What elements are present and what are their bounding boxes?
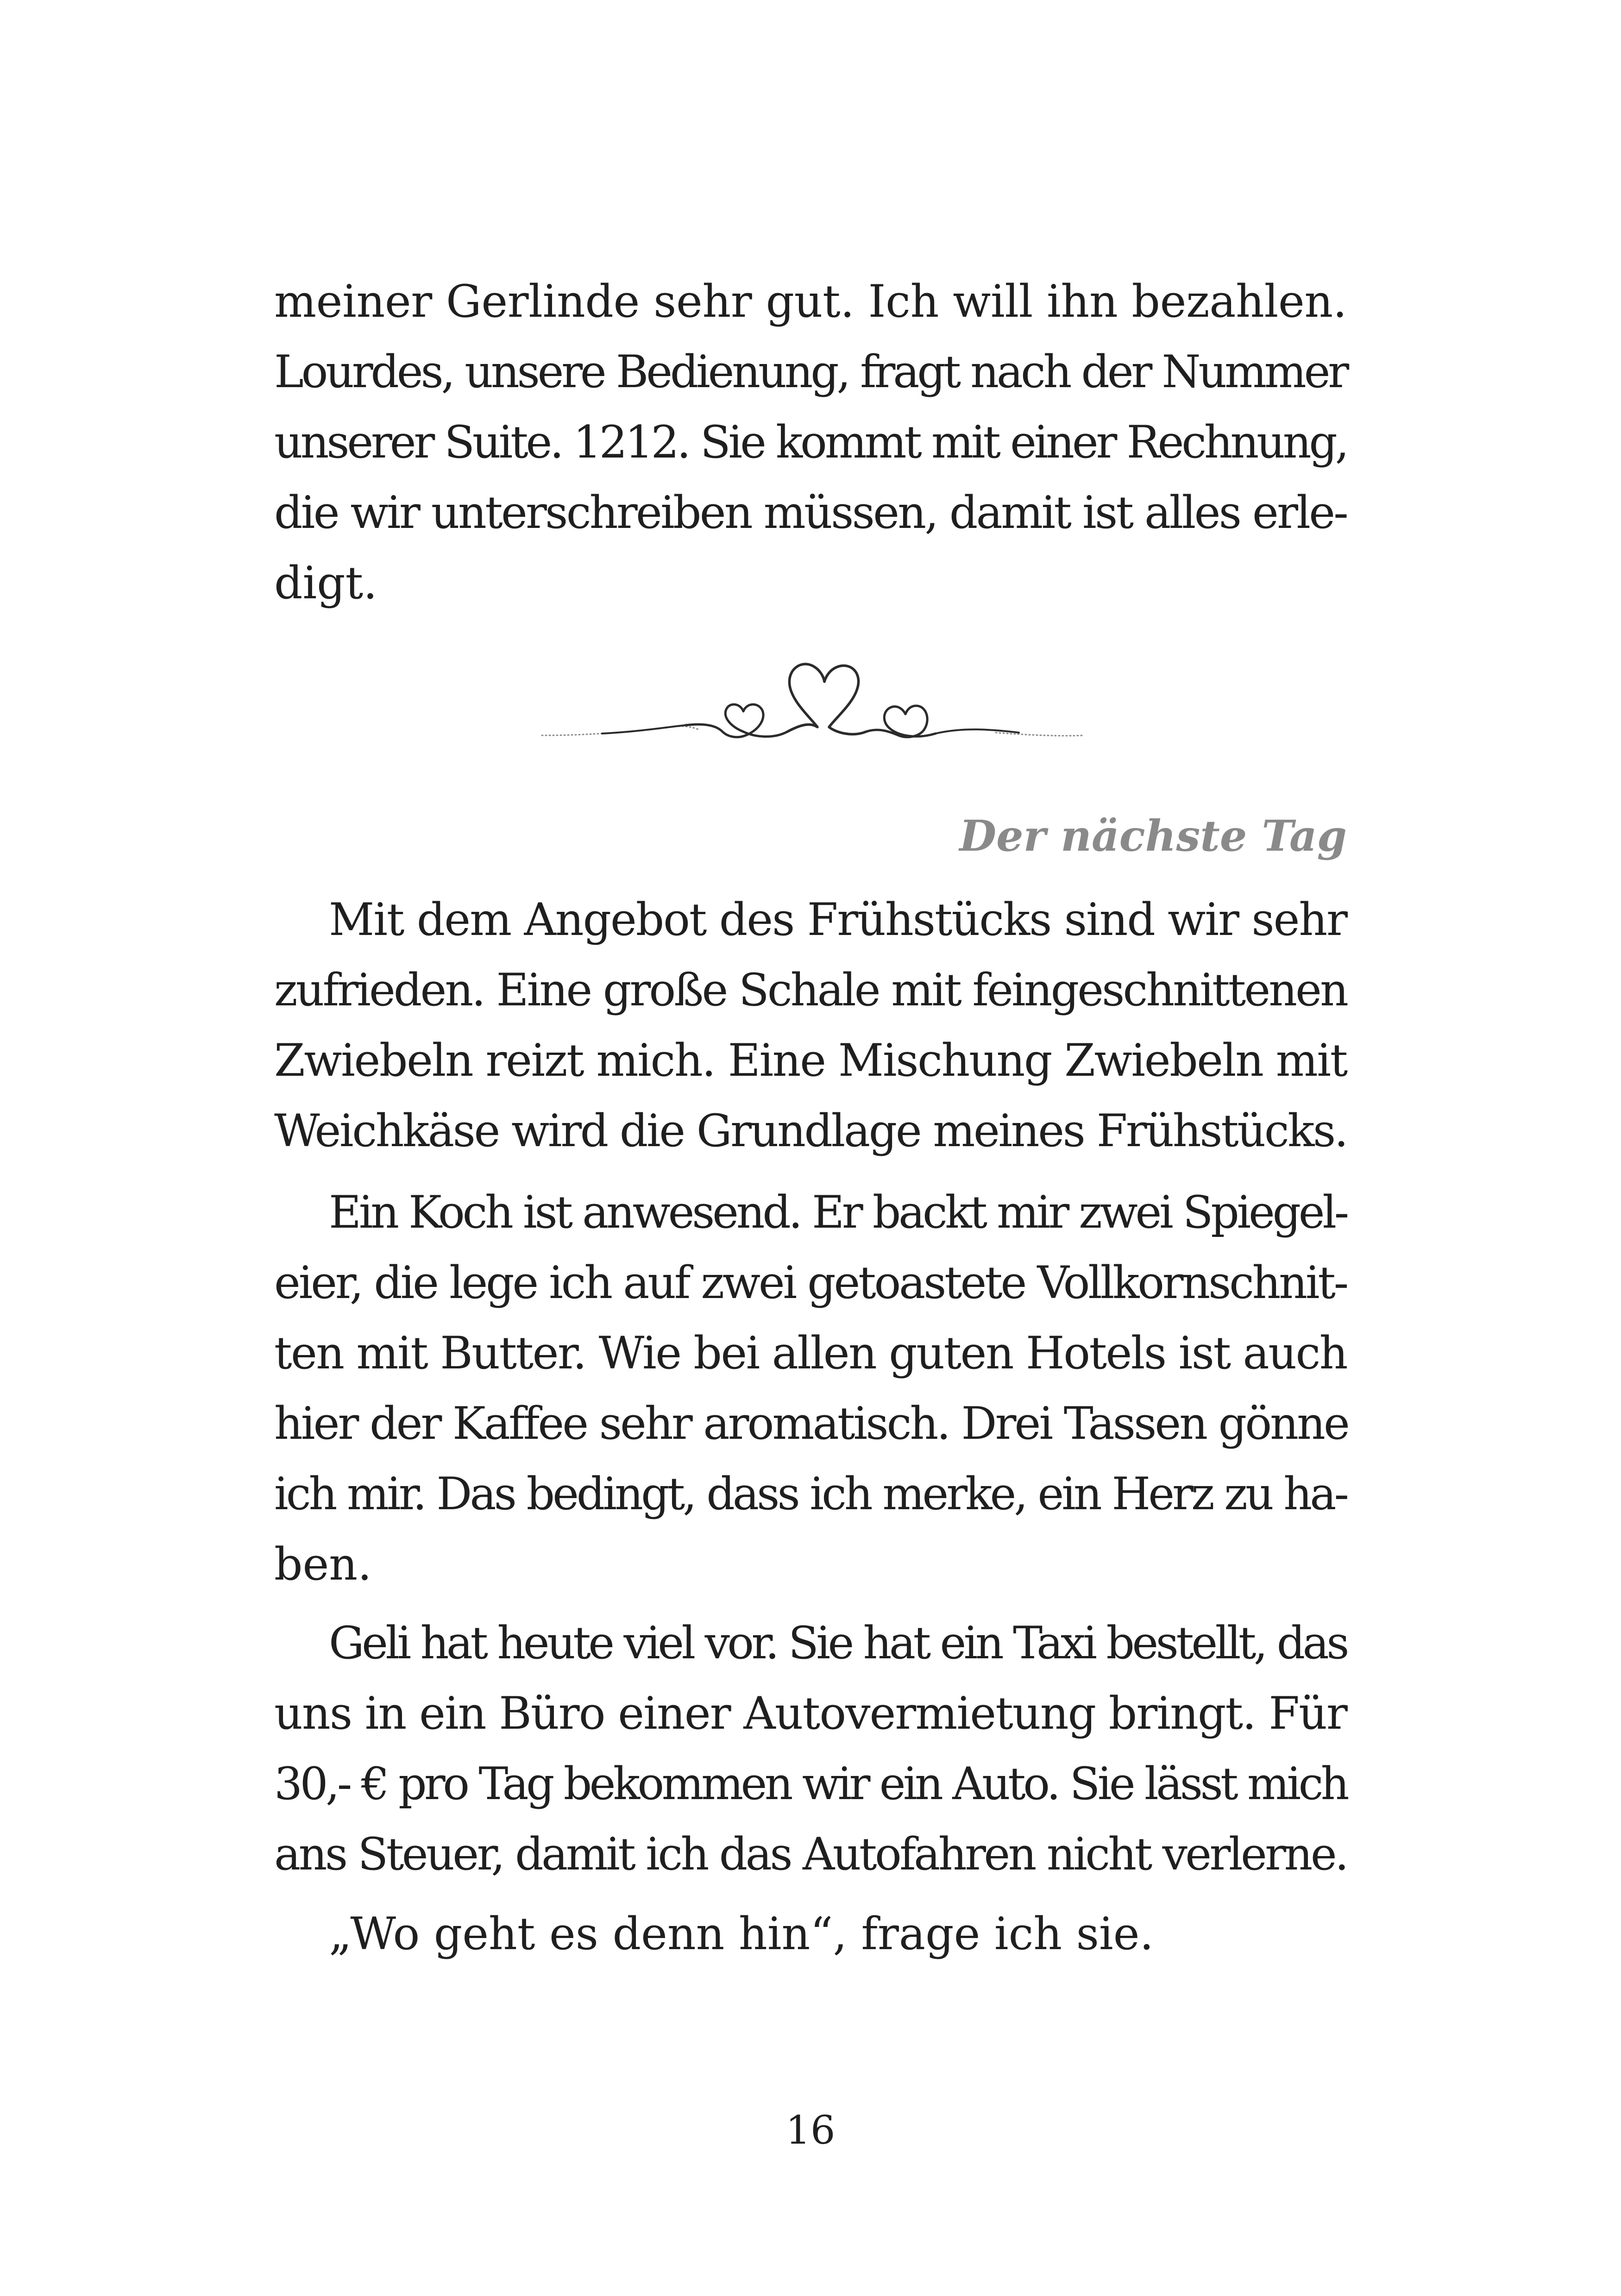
text-line: unserer Suite. 1212. Sie kommt mit einer Rechnung,: [274, 416, 1347, 468]
text-line: „Wo geht es denn hin“, frage ich sie.: [329, 1908, 1154, 1960]
text-line: ich mir. Das bedingt, dass ich merke, ein Herz zu ha-: [274, 1468, 1347, 1520]
paragraph: [274, 1608, 1347, 1889]
text-line: hier der Kaffee sehr aromatisch. Drei Tassen gönne: [274, 1398, 1348, 1449]
text-line: eier, die lege ich auf zwei getoastete Vollkornschnit-: [274, 1257, 1347, 1309]
text-line: zufrieden. Eine große Schale mit feingeschnittenen: [274, 964, 1347, 1016]
text-line: Ein Koch ist anwesend. Er backt mir zwei Spiegel-: [329, 1186, 1347, 1238]
hearts-divider-icon: [533, 658, 1088, 759]
text-line: Mit dem Angebot des Frühstücks sind wir sehr: [329, 894, 1347, 946]
text-line: meiner Gerlinde sehr gut. Ich will ihn bezahlen.: [274, 276, 1347, 327]
text-line: ten mit Butter. Wie bei allen guten Hotels ist auch: [274, 1327, 1347, 1379]
paragraph: [274, 885, 1347, 1166]
text-line: ben.: [274, 1538, 372, 1590]
text-line: Lourdes, unsere Bedienung, fragt nach der Nummer: [274, 346, 1347, 398]
text-line: Weichkäse wird die Grundlage meines Frühstücks.: [274, 1105, 1347, 1157]
text-line: uns in ein Büro einer Autovermietung bringt. Für: [274, 1687, 1347, 1739]
paragraph: [274, 1177, 1347, 1600]
section-heading: Der nächste Tag: [959, 811, 1347, 861]
paragraph: [274, 1899, 1347, 1969]
text-line: die wir unterschreiben müssen, damit ist alles erle-: [274, 487, 1347, 539]
text-line: digt.: [274, 557, 377, 609]
text-line: 30,- € pro Tag bekommen wir ein Auto. Sie lässt mich: [274, 1758, 1347, 1810]
text-line: Zwiebeln reizt mich. Eine Mischung Zwiebeln mit: [274, 1035, 1347, 1086]
text-line: ans Steuer, damit ich das Autofahren nicht verlerne.: [274, 1828, 1347, 1880]
top-paragraph: [274, 266, 1347, 618]
text-line: Geli hat heute viel vor. Sie hat ein Taxi bestellt, das: [329, 1617, 1347, 1669]
page-number: 16: [785, 2108, 836, 2153]
